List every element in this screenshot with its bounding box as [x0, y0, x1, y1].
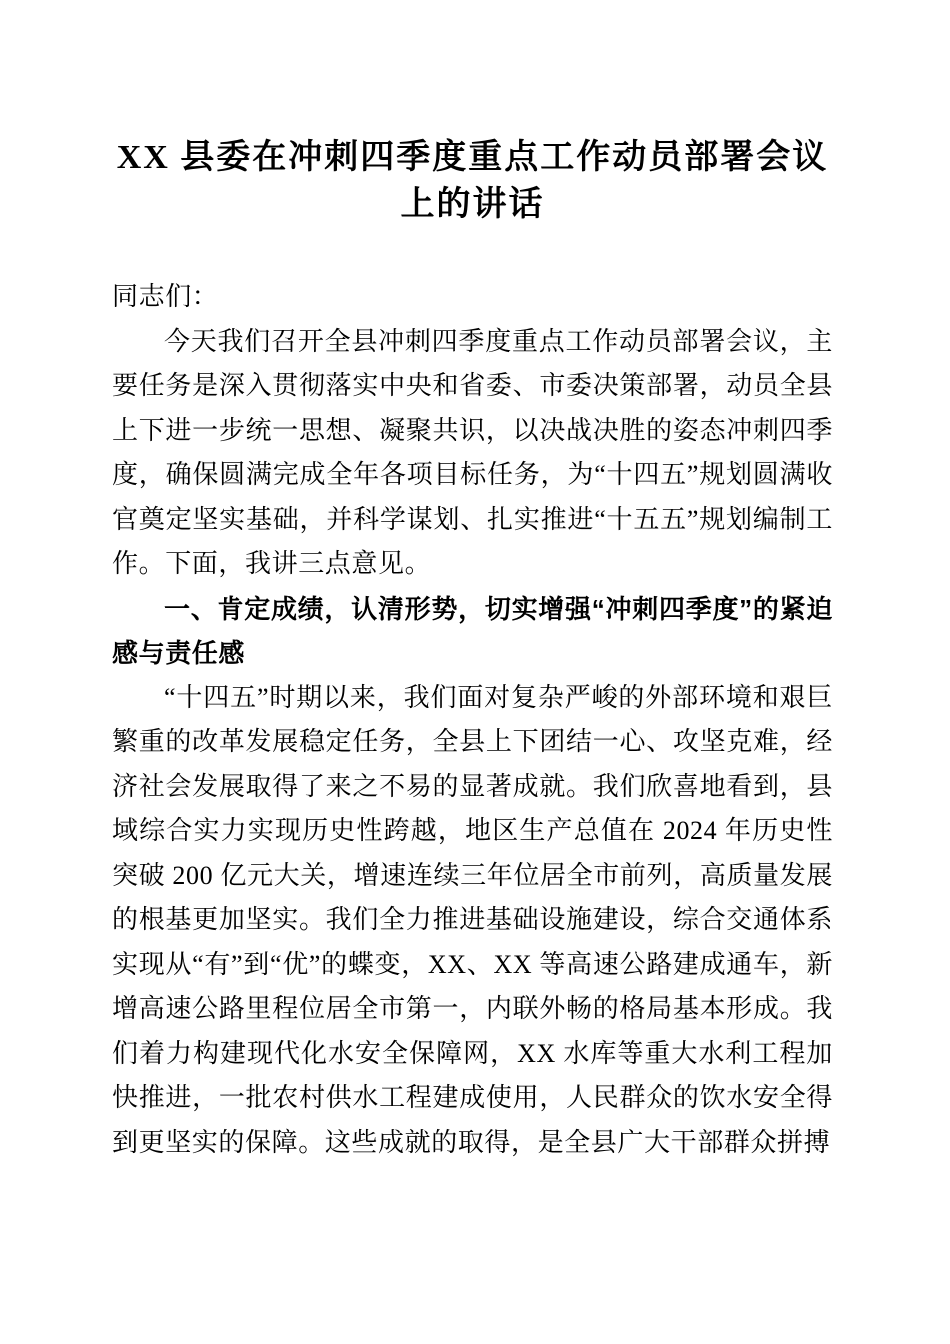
paragraph-opening: 今天我们召开全县冲刺四季度重点工作动员部署会议，主要任务是深入贯彻落实中央和省委、市委决策部署，动员全县上下进一步统一思想、凝聚共识，以决战决胜的姿态冲刺四季度，确保圆满完成全年各项目标任务，为“十四五”规划圆满收官奠定坚实基础，并科学谋划、扎实推进“十五五”规划编制工作。下面，我讲三点意见。: [112, 326, 833, 578]
document-title-line-2: 上的讲话: [400, 186, 545, 223]
document-title-line-1: XX 县委在冲刺四季度重点工作动员部署会议: [116, 139, 829, 176]
document-body: [112, 275, 833, 1165]
document-title: [112, 134, 833, 228]
salutation: 同志们：: [112, 282, 219, 311]
section-heading-1: 一、肯定成绩，认清形势，切实增强“冲刺四季度”的紧迫感与责任感: [112, 593, 833, 668]
paragraph-achievements: “十四五”时期以来，我们面对复杂严峻的外部环境和艰巨繁重的改革发展稳定任务，全县上下团结一心、攻坚克难，经济社会发展取得了来之不易的显著成就。我们欣喜地看到，县域综合实力实现历史性跨越，地区生产总值在 2024 年历史性突破 200 亿元大关，增速连续三年位居全市前列，高质量发展的根基更加坚实。我们全力推进基础设施建设，综合交通体系实现从“有”到“优”的蝶变，XX、XX 等高速公路建成通车，新增高速公路里程位居全市第一，内联外畅的格局基本形成。我们着力构建现代化水安全保障网，XX 水库等重大水利工程加快推进，一批农村供水工程建成使用，人民群众的饮水安全得到更坚实的保障。这些成就的取得，是全县广大干部群众拼搏: [112, 682, 833, 1157]
